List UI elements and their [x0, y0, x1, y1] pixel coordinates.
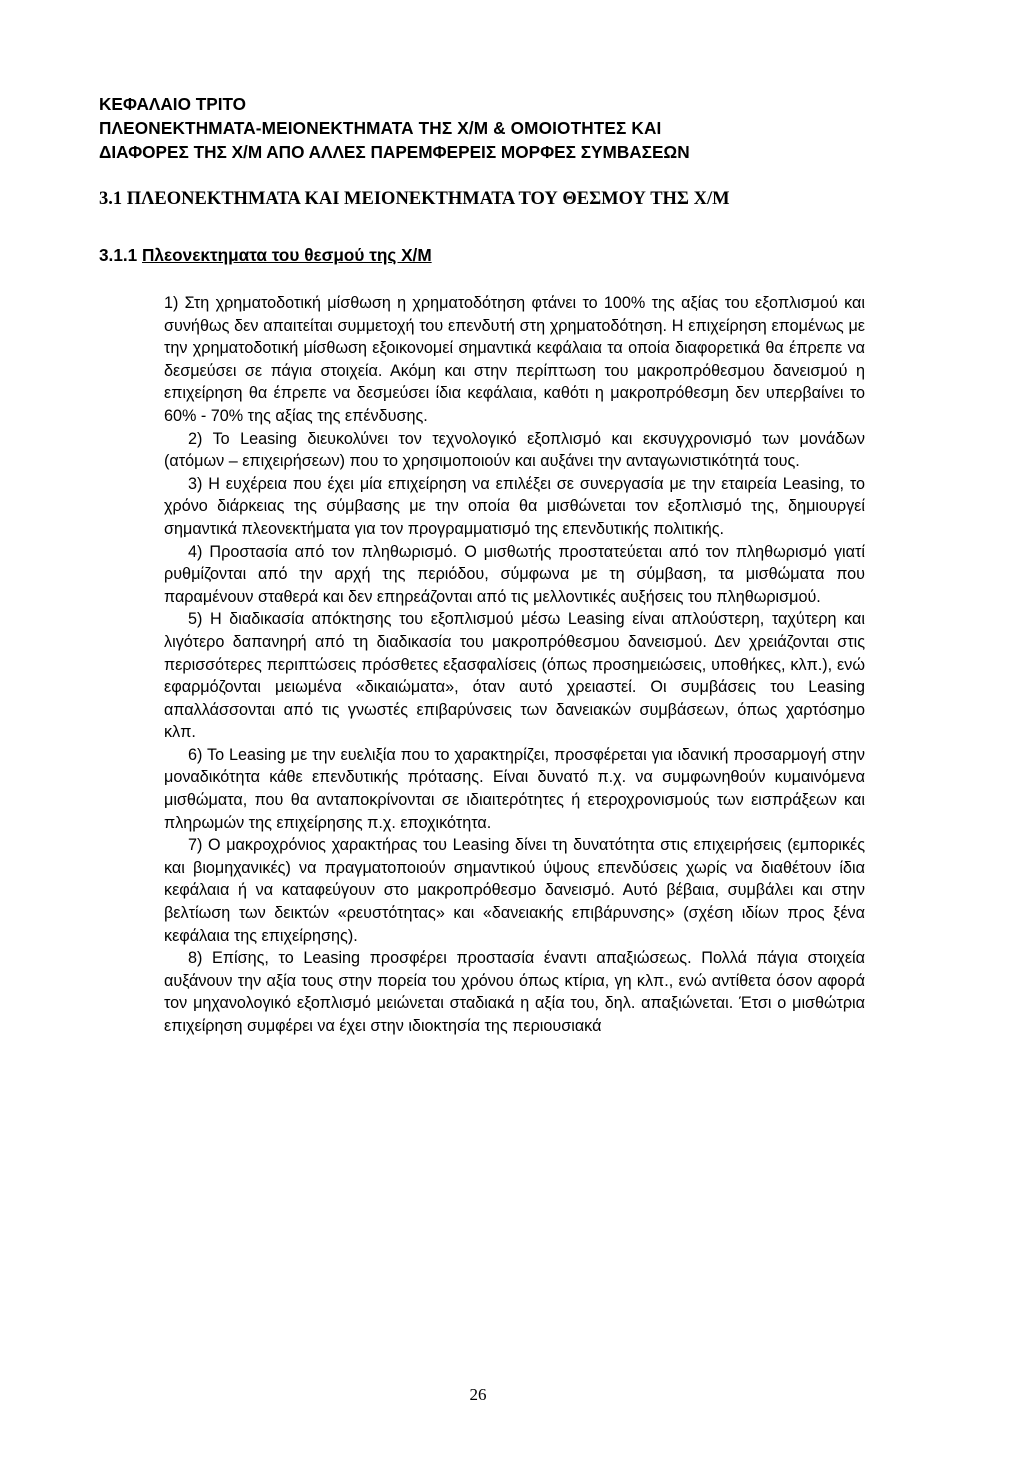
chapter-subtitle-line-2: ΔΙΑΦΟΡΕΣ ΤΗΣ Χ/Μ ΑΠΟ ΑΛΛΕΣ ΠΑΡΕΜΦΕΡΕΙΣ ΜΟΡΦΕΣ ΣΥΜΒΑΣΕΩΝ — [99, 142, 690, 162]
subsection-title: Πλεονεκτηματα του θεσμού της Χ/Μ — [142, 245, 432, 265]
paragraph-8: 8) Επίσης, το Leasing προσφέρει προστασία έναντι απαξιώσεως. Πολλά πάγια στοιχεία αυξάνουν την αξία τους στην πορεία του χρόνου όπως κτίρια, γη κλπ., ενώ αντίθετα όσον αφορά τον μηχανολογικό εξοπλισμό μειώνεται σταδιακά η αξία του, δηλ. απαξιώνεται. Έτσι ο μισθώτρια επιχείρηση συμφέρει να έχει στην ιδιοκτησία της περιουσιακά — [164, 949, 865, 1035]
chapter-heading — [99, 92, 859, 164]
page-number: 26 — [469, 1385, 487, 1404]
body-text — [164, 292, 865, 1038]
subsection-number: 3.1.1 — [99, 245, 138, 265]
section-heading: 3.1 ΠΛΕΟΝΕΚΤΗΜΑΤΑ ΚΑΙ ΜΕΙΟΝΕΚΤΗΜΑΤΑ ΤΟΥ ΘΕΣΜΟΥ ΤΗΣ Χ/Μ — [99, 189, 730, 209]
paragraph-7: 7) Ο μακροχρόνιος χαρακτήρας του Leasing δίνει τη δυνατότητα στις επιχειρήσεις (εμπορικές και βιομηχανικές) να πραγματοποιούν σημαντικού ύψους επενδύσεις χωρίς να διαθέτουν ίδια κεφάλαια ή να καταφεύγουν στο μακροπρόθεσμο δανεισμό. Αυτό βέβαια, συμβάλει και στην βελτίωση των δεικτών «ρευστότητας» και «δανειακής επιβάρυνσης» (σχέση ιδίων προς ξένα κεφάλαια της επιχείρησης). — [164, 836, 865, 945]
paragraph-6: 6) Το Leasing με την ευελιξία που το χαρακτηρίζει, προσφέρεται για ιδανική προσαρμογή στην μοναδικότητα κάθε επενδυτικής πρότασης. Είναι δυνατό π.χ. να συμφωνηθούν κυμαινόμενα μισθώματα, που θα ανταποκρίνονται σε ιδιαιτερότητες ή ετεροχρονισμούς των εισπράξεων και πληρωμών της επιχείρησης π.χ. εποχικότητα. — [164, 745, 865, 832]
paragraph-4: 4) Προστασία από τον πληθωρισμό. Ο μισθωτής προστατεύεται από τον πληθωρισμό γιατί ρυθμίζονται από την αρχή της περιόδου, σύμφωνα με τη σύμβαση, τα μισθώματα που παραμένουν σταθερά και δεν επηρεάζονται από τις μελλοντικές αυξήσεις του πληθωρισμού. — [164, 542, 865, 606]
chapter-subtitle-line-1: ΠΛΕΟΝΕΚΤΗΜΑΤΑ-ΜΕΙΟΝΕΚΤΗΜΑΤΑ ΤΗΣ Χ/Μ & ΟΜΟΙΟΤΗΤΕΣ ΚΑΙ — [99, 118, 662, 138]
chapter-title: ΚΕΦΑΛΑΙΟ ΤΡΙΤΟ — [99, 94, 247, 114]
paragraph-3: 3) Η ευχέρεια που έχει μία επιχείρηση να επιλέξει σε συνεργασία με την εταιρεία Leasing, το χρόνο διάρκειας της σύμβασης με την οποία θα μισθώνεται τον εξοπλισμό της, δημιουργεί σημαντικά πλεονεκτήματα για τον προγραμματισμό της επενδυτικής πολιτικής. — [164, 474, 865, 538]
paragraph-1: 1) Στη χρηματοδοτική μίσθωση η χρηματοδότηση φτάνει το 100% της αξίας του εξοπλισμού και συνήθως δεν απαιτείται συμμετοχή του επενδυτή στη χρηματοδότηση. Η επιχείρηση επομένως με την χρηματοδοτική μίσθωση εξοικονομεί σημαντικά κεφάλαια τα οποία διαφορετικά θα έπρεπε να δεσμεύσει σε πάγια στοιχεία. Ακόμη και στην περίπτωση του μακροπρόθεσμου δανεισμού η επιχείρηση θα έπρεπε να δεσμεύσει ίδια κεφάλαια, καθότι η μακροπρόθεσμη δεν υπερβαίνει το 60% - 70% της αξίας της επένδυσης. — [164, 294, 865, 425]
paragraph-5: 5) Η διαδικασία απόκτησης του εξοπλισμού μέσω Leasing είναι απλούστερη, ταχύτερη και λιγότερο δαπανηρή από τη διαδικασία του μακροπρόθεσμου δανεισμού. Δεν χρειάζονται στις περισσότερες περιπτώσεις πρόσθετες εξασφαλίσεις (όπως προσημειώσεις, υποθήκες, κλπ.), ενώ εφαρμόζονται μειωμένα «δικαιώματα», όταν αυτό χρειαστεί. Οι συμβάσεις του Leasing απαλλάσσονται από τις γνωστές επιβαρύνσεις των δανειακών συμβάσεων, όπως χαρτόσημο κλπ. — [164, 610, 865, 742]
paragraph-2: 2) Το Leasing διευκολύνει τον τεχνολογικό εξοπλισμό και εκσυγχρονισμό των μονάδων (ατόμων – επιχειρήσεων) που το χρησιμοποιούν και αυξάνει την ανταγωνιστικότητά τους. — [164, 429, 865, 471]
subsection-heading — [99, 243, 432, 267]
